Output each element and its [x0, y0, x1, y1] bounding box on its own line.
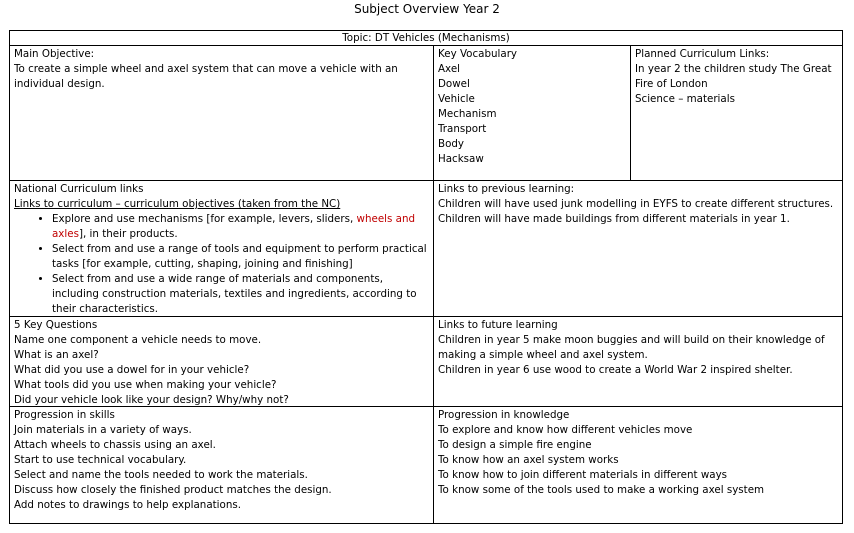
future-learning-line: Children in year 5 make moon buggies and will build on their knowledge of	[438, 334, 825, 346]
previous-learning-line: Children will have used junk modelling in EYFS to create different structures.	[438, 198, 834, 210]
objective-text: ], in their products.	[78, 228, 178, 240]
curriculum-objectives-list	[14, 212, 429, 316]
future-learning-line: making a simple wheel and axel system.	[438, 349, 648, 361]
key-question: What did you use a dowel for in your vehicle?	[14, 364, 250, 376]
planned-links-heading: Planned Curriculum Links:	[635, 48, 770, 60]
national-curriculum-cell	[10, 180, 433, 316]
future-learning-cell	[433, 316, 842, 407]
progression-skills-heading: Progression in skills	[14, 409, 115, 421]
national-curriculum-heading: National Curriculum links	[14, 183, 144, 195]
curriculum-objective	[52, 212, 429, 242]
planned-links-line: In year 2 the children study The Great	[635, 63, 832, 75]
progression-knowledge-cell	[433, 406, 842, 523]
progression-skills-cell	[10, 406, 433, 523]
vocab-item: Dowel	[438, 78, 470, 90]
vocab-item: Vehicle	[438, 93, 475, 105]
skill-item: Attach wheels to chassis using an axel.	[14, 439, 216, 451]
knowledge-item: To explore and know how different vehicles move	[438, 424, 693, 436]
key-questions-heading: 5 Key Questions	[14, 319, 98, 331]
curriculum-objective: • Select from and use a wide range of materials and components, including construction materials, textiles and ingredients, according to their characteristics.	[52, 272, 429, 316]
key-questions-cell	[10, 316, 433, 407]
skill-item: Start to use technical vocabulary.	[14, 454, 187, 466]
vocab-item: Axel	[438, 63, 461, 75]
skill-item: Join materials in a variety of ways.	[14, 424, 192, 436]
key-question: What is an axel?	[14, 349, 99, 361]
national-curriculum-subheading: Links to curriculum – curriculum objectives (taken from the NC)	[14, 198, 341, 210]
key-question: Did your vehicle look like your design? Why/why not?	[14, 394, 289, 406]
skill-item: Select and name the tools needed to work the materials.	[14, 469, 308, 481]
key-vocabulary-cell	[433, 45, 631, 180]
vocab-item: Transport	[438, 123, 487, 135]
knowledge-item: To design a simple fire engine	[438, 439, 592, 451]
previous-learning-line: Children will have made buildings from different materials in year 1.	[438, 213, 790, 225]
previous-learning-cell	[433, 180, 842, 316]
planned-links-line: Fire of London	[635, 78, 708, 90]
planned-links-line: Science – materials	[635, 93, 735, 105]
vocab-item: Mechanism	[438, 108, 497, 120]
key-question: What tools did you use when making your vehicle?	[14, 379, 277, 391]
curriculum-objective: • Select from and use a range of tools and equipment to perform practical tasks [for example, cutting, shaping, joining and finishing]	[52, 242, 429, 272]
key-vocabulary-heading: Key Vocabulary	[438, 48, 518, 60]
overview-table	[9, 30, 843, 524]
key-question: Name one component a vehicle needs to move.	[14, 334, 262, 346]
objective-highlight: wheels and axles	[52, 213, 416, 240]
main-objective-heading: Main Objective:	[14, 48, 95, 60]
topic-cell	[10, 31, 842, 46]
knowledge-item: To know some of the tools used to make a working axel system	[438, 484, 765, 496]
topic-label: Topic: DT Vehicles (Mechanisms)	[342, 32, 510, 44]
future-learning-heading: Links to future learning	[438, 319, 558, 331]
knowledge-item: To know how to join different materials in different ways	[438, 469, 728, 481]
skill-item: Discuss how closely the finished product matches the design.	[14, 484, 332, 496]
progression-knowledge-heading: Progression in knowledge	[438, 409, 570, 421]
main-objective-text: To create a simple wheel and axel system that can move a vehicle with an individual design.	[14, 63, 398, 90]
skill-item: Add notes to drawings to help explanations.	[14, 499, 242, 511]
knowledge-item: To know how an axel system works	[438, 454, 619, 466]
previous-learning-heading: Links to previous learning:	[438, 183, 575, 195]
objective-text: Explore and use mechanisms [for example, levers, sliders,	[52, 213, 357, 225]
page-title: Subject Overview Year 2	[354, 2, 500, 16]
future-learning-line: Children in year 6 use wood to create a World War 2 inspired shelter.	[438, 364, 793, 376]
vocab-item: Hacksaw	[438, 153, 484, 165]
planned-links-cell	[630, 45, 842, 180]
vocab-item: Body	[438, 138, 464, 150]
main-objective-cell	[10, 45, 433, 180]
